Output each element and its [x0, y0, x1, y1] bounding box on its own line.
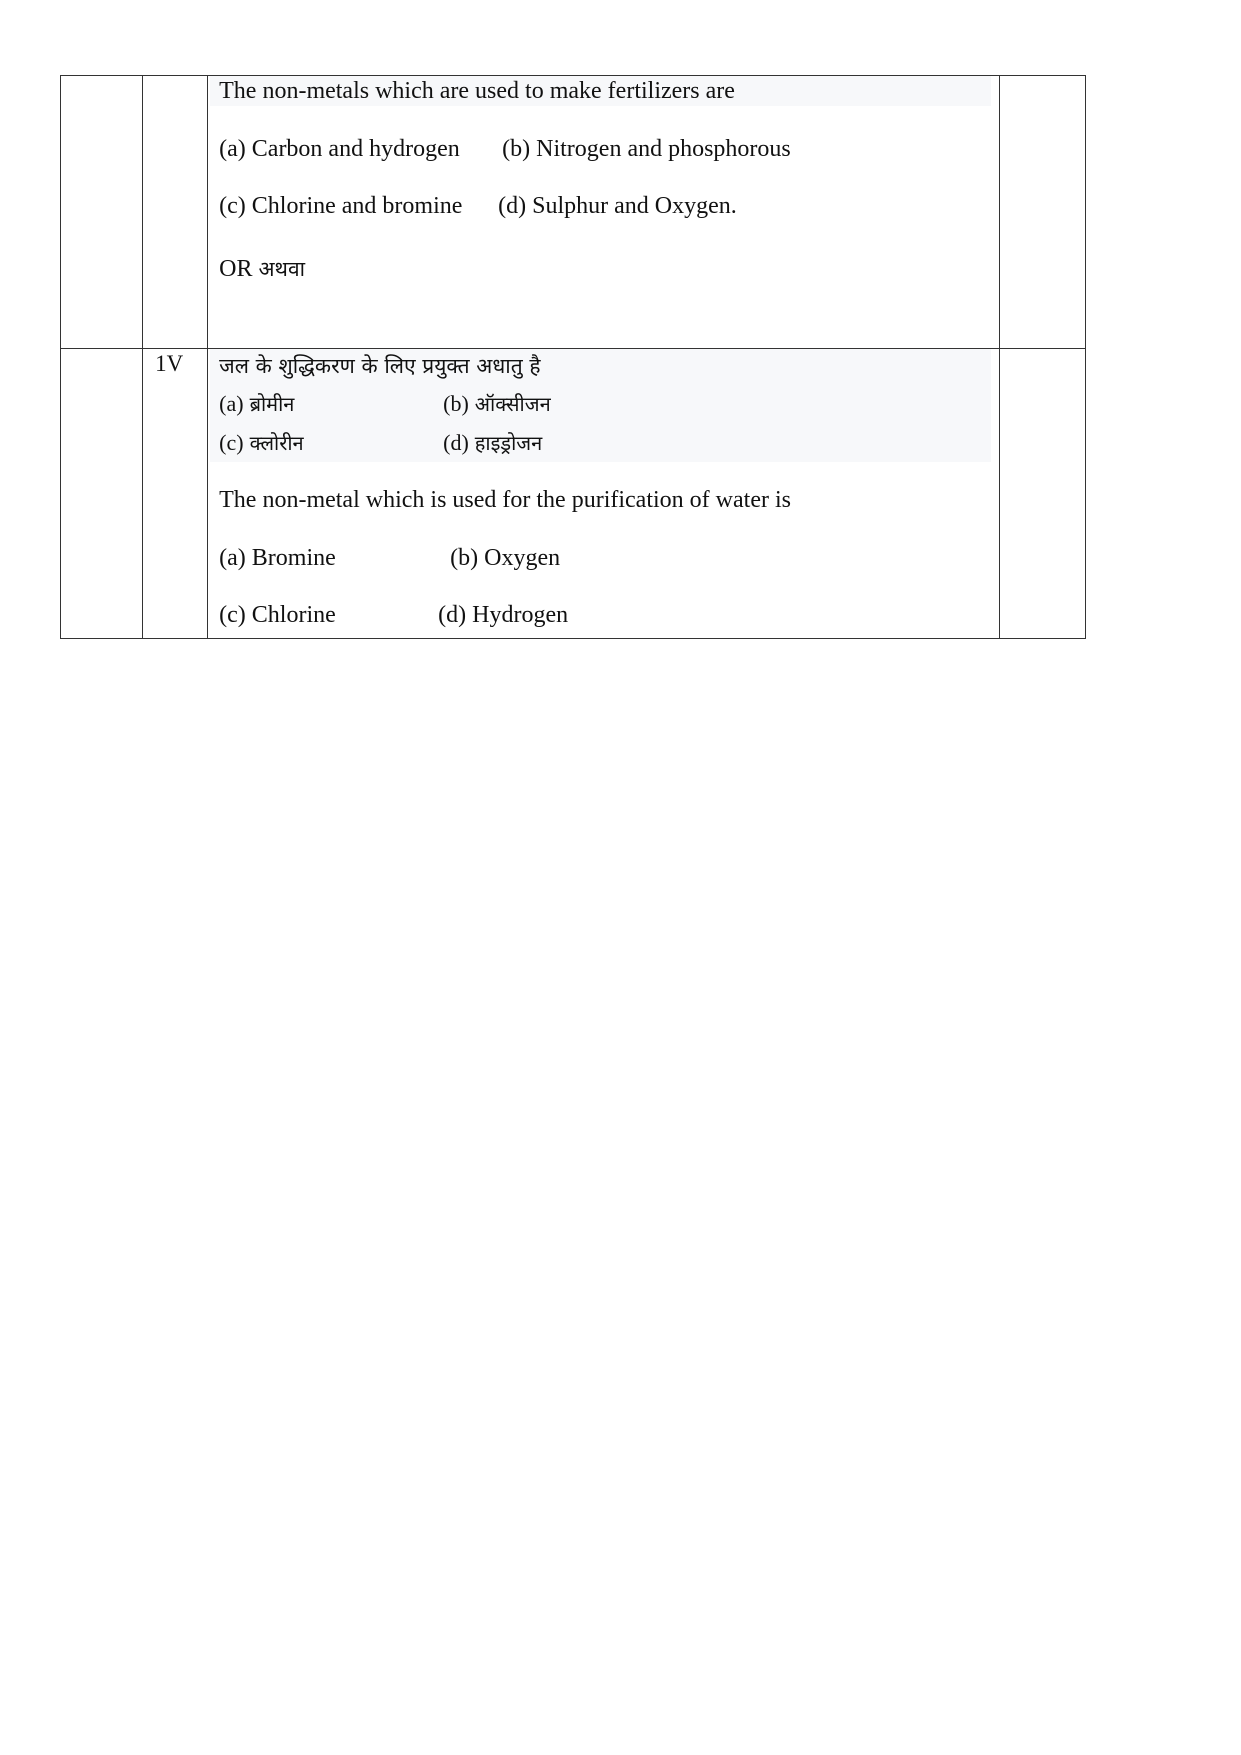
hindi-option-b: (b) ऑक्सीजन — [443, 391, 551, 416]
question-stem: The non-metals which are used to make fertilizers are — [219, 78, 735, 104]
hindi-option-c: (c) क्लोरीन — [219, 430, 304, 455]
option-d: (d) Hydrogen — [438, 602, 569, 628]
question-content-cell — [208, 349, 1000, 639]
option-d: (d) Sulphur and Oxygen. — [498, 193, 737, 219]
question-stem-english: The non-metal which is used for the purification of water is — [219, 487, 791, 513]
marks-cell — [999, 349, 1085, 639]
question-number-cell — [143, 349, 208, 639]
option-a: (a) Bromine — [219, 545, 336, 571]
option-c: (c) Chlorine and bromine — [219, 193, 463, 219]
option-b: (b) Oxygen — [450, 545, 561, 571]
hindi-option-a: (a) ब्रोमीन — [219, 391, 295, 416]
option-b: (b) Nitrogen and phosphorous — [502, 136, 791, 162]
marks-cell — [999, 76, 1085, 349]
serial-cell — [61, 76, 143, 349]
table-row — [61, 349, 1086, 639]
or-separator — [219, 254, 305, 284]
or-hindi: अथवा — [258, 257, 306, 281]
question-stem-hindi: जल के शुद्धिकरण के लिए प्रयुक्त अधातु है — [219, 354, 541, 378]
option-c: (c) Chlorine — [219, 602, 336, 628]
question-content-cell — [208, 76, 1000, 349]
serial-cell — [61, 349, 143, 639]
table-row — [61, 76, 1086, 349]
or-english: OR — [219, 256, 253, 282]
question-number-cell — [143, 76, 208, 349]
question-number: 1V — [155, 351, 184, 376]
hindi-option-d: (d) हाइड्रोजन — [443, 430, 543, 455]
question-table — [60, 75, 1086, 639]
option-a: (a) Carbon and hydrogen — [219, 136, 460, 162]
